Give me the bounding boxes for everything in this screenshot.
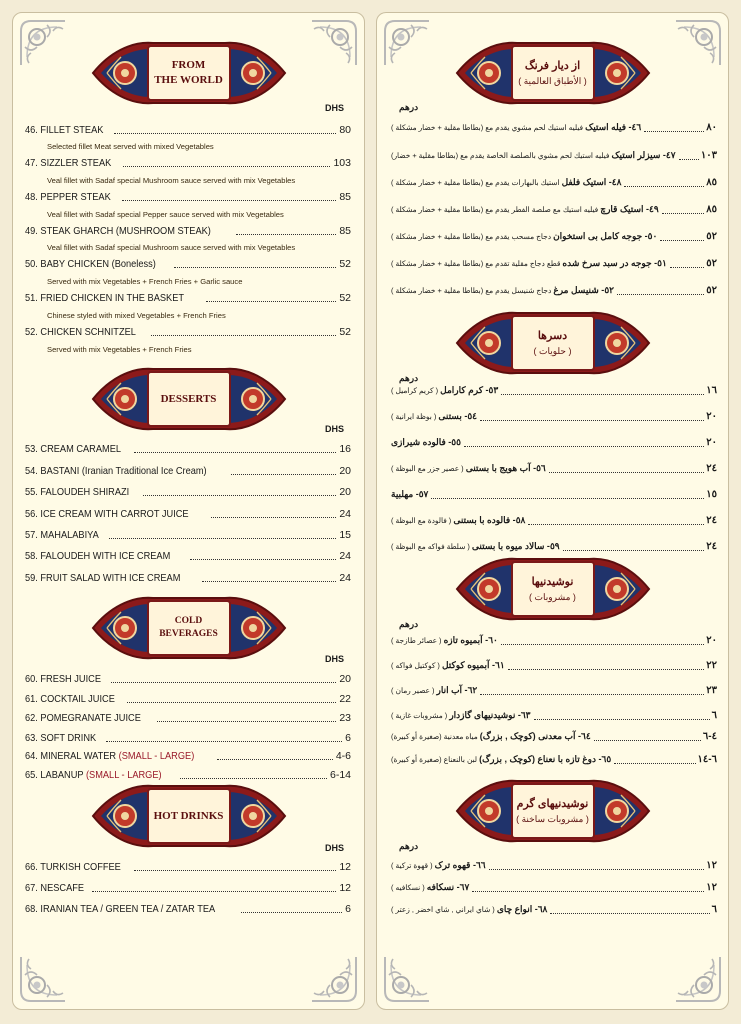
- item-price: ٨٠: [706, 122, 717, 133]
- section-banner-desserts-ar: [455, 309, 651, 377]
- item-name: ٥٠- جوجه کامل بی استخوان دجاج مسحب يقدم مع (بطاطا مقلية + خضار مشكلة ): [391, 231, 658, 241]
- menu-item: [391, 658, 717, 672]
- menu-item: [391, 256, 717, 270]
- item-description: فيليه استيك لحم مشوي يقدم مع (بطاطا مقلية + خضار مشكلة ): [391, 123, 586, 132]
- item-price: 52: [339, 326, 351, 338]
- item-name: 65. LABANUP (SMALL - LARGE): [25, 769, 162, 781]
- ornament-corner-icon: [308, 953, 360, 1005]
- menu-item: [391, 383, 717, 397]
- item-price: 20: [339, 486, 351, 498]
- section-banner-from-the-world: [91, 39, 287, 107]
- menu-item: [391, 229, 717, 243]
- currency-label: DHS: [324, 103, 344, 113]
- menu-item: [391, 283, 717, 297]
- menu-item: [391, 435, 717, 449]
- item-price: 4-6: [335, 750, 351, 762]
- menu-item: [25, 290, 351, 304]
- item-price: 52: [339, 292, 351, 304]
- item-name: ٦٣- نوشیدنیهای گازدار ( مشروبات غازية ): [391, 710, 531, 720]
- item-name: 47. SIZZLER STEAK: [25, 157, 112, 169]
- section-title: از دیار فرنگ: [524, 60, 581, 73]
- item-price: 6: [345, 903, 351, 915]
- item-price: ١٢: [706, 882, 717, 893]
- item-price: 6: [345, 732, 351, 744]
- item-name: ٦٥- دوغ تازه با نعناع (کوچک , بزرگ) لبن بالنعناع (صغيرة أو كبيرة): [391, 754, 612, 764]
- section-banner-hot-drinks-ar: [455, 777, 651, 845]
- item-description: ( قهوة تركية ): [391, 861, 435, 870]
- section-banner-desserts: [91, 365, 287, 433]
- item-price: ٢٤: [706, 515, 717, 526]
- item-name: 58. FALOUDEH WITH ICE CREAM: [25, 550, 171, 562]
- item-name: ٥٤- بستنی ( بوظة ايرانية ): [391, 411, 477, 421]
- item-description: ( سلطة فواكه مع البوظة ): [391, 542, 472, 551]
- item-price: 85: [339, 225, 351, 237]
- item-name: 68. IRANIAN TEA / GREEN TEA / ZATAR TEA: [25, 903, 216, 915]
- item-name: ٦٨- انواع چای ( شاي ايراني , شاي اخضر , زعتر ): [391, 904, 548, 914]
- item-name: ٦٠- آبمیوه تازه ( عصائر طازجة ): [391, 635, 498, 645]
- section-banner-hot-drinks: [91, 782, 287, 850]
- section-subtitle: ( الأطباق العالمية ): [518, 75, 587, 86]
- arabic-menu-page: [376, 12, 729, 1010]
- item-name: 46. FILLET STEAK: [25, 124, 104, 136]
- currency-label: درهم: [399, 841, 419, 851]
- item-name: 66. TURKISH COFFEE: [25, 861, 121, 873]
- item-name: ٦٦- قهوه ترک ( قهوة تركية ): [391, 860, 486, 870]
- ornament-corner-icon: [381, 953, 433, 1005]
- item-price: 22: [339, 693, 351, 705]
- item-name: 49. STEAK GHARCH (MUSHROOM STEAK): [25, 225, 211, 237]
- item-price: 6-14: [329, 769, 351, 781]
- item-price: 103: [333, 157, 351, 169]
- menu-item: [25, 527, 351, 541]
- item-description: دجاج مسحب يقدم مع (بطاطا مقلية + خضار مشكلة ): [391, 232, 554, 241]
- item-name: 54. BASTANI (Iranian Traditional Ice Cream): [25, 465, 207, 477]
- section-title: دسرها: [537, 330, 568, 343]
- menu-item: [391, 202, 717, 216]
- item-name: 60. FRESH JUICE: [25, 673, 101, 685]
- item-name: 63. SOFT DRINK: [25, 732, 97, 744]
- item-name: 55. FALOUDEH SHIRAZI: [25, 486, 130, 498]
- menu-item: [391, 708, 717, 722]
- item-price: ٢٠: [706, 411, 717, 422]
- menu-item: [25, 441, 351, 455]
- item-description: ( فالودة مع البوظة ): [391, 516, 454, 525]
- currency-label: درهم: [399, 373, 419, 383]
- item-price: 12: [339, 882, 351, 894]
- section-title: DESSERTS: [160, 392, 217, 405]
- item-price: ٥٢: [706, 285, 717, 296]
- item-price: ١٢: [706, 860, 717, 871]
- menu-item: [25, 122, 351, 136]
- item-description: ( عصائر طازجة ): [391, 636, 444, 645]
- menu-item: [25, 223, 351, 237]
- ornament-corner-icon: [308, 17, 360, 69]
- menu-item: [391, 409, 717, 423]
- item-name: 52. CHICKEN SCHNITZEL: [25, 326, 136, 338]
- menu-item: [391, 539, 717, 553]
- item-description: دجاج شنيسل يقدم مع (بطاطا مقلية + خضار مشكلة ): [391, 286, 554, 295]
- section-title: THE WORLD: [154, 74, 223, 86]
- section-subtitle: ( مشروبات ساخنة ): [516, 813, 589, 824]
- item-name: 59. FRUIT SALAD WITH ICE CREAM: [25, 572, 181, 584]
- item-description: Veal fillet with Sadaf special Mushroom sauce served with mix Vegetables: [47, 176, 296, 185]
- item-description: استيك بالبهارات يقدم مع (بطاطا مقلية + خضار مشكلة ): [391, 178, 562, 187]
- item-name: 53. CREAM CARAMEL: [25, 443, 122, 455]
- menu-item: [391, 513, 717, 527]
- item-name: ٤٧- سیزلر استیک فيليه استيك لحم مشوي بالصلصة الخاصة يقدم مع (بطاطا مقلية + خضار): [391, 150, 676, 160]
- item-price: 24: [339, 508, 351, 520]
- item-price: 12: [339, 861, 351, 873]
- item-name: ٥٨- فالوده با بستنی ( فالودة مع البوظة ): [391, 515, 526, 525]
- item-price: ٨٥: [706, 204, 717, 215]
- size-options: (SMALL - LARGE): [116, 750, 195, 762]
- item-description: Served with mix Vegetables + French Fries + Garlic sauce: [47, 277, 243, 286]
- item-description: Veal fillet with Sadaf special Mushroom sauce served with mix Vegetables: [47, 243, 296, 252]
- currency-label: DHS: [324, 843, 344, 853]
- section-title: HOT DRINKS: [153, 809, 224, 822]
- ornament-corner-icon: [672, 17, 724, 69]
- section-title: FROM: [171, 59, 206, 72]
- item-price: 20: [339, 673, 351, 685]
- section-banner-beverages-ar: [455, 555, 651, 623]
- item-name: ٥٥- فالوده شیرازی: [391, 437, 461, 447]
- item-name: ٤٦- فیله استیک فيليه استيك لحم مشوي يقدم مع (بطاطا مقلية + خضار مشكلة ): [391, 122, 642, 132]
- english-menu-page: [12, 12, 365, 1010]
- item-price: ٥٢: [706, 231, 717, 242]
- menu-item: [25, 730, 351, 744]
- item-name: 61. COCKTAIL JUICE: [25, 693, 115, 705]
- item-price: ٢٢: [706, 660, 717, 671]
- item-name: ٦٢- آب انار ( عصير رمان ): [391, 685, 478, 695]
- item-description: ( عصير رمان ): [391, 686, 437, 695]
- item-price: ٢٠: [706, 635, 717, 646]
- item-name: ٥٩- سالاد میوه با بستنی ( سلطة فواكه مع البوظة ): [391, 541, 560, 551]
- item-price: ٨٥: [706, 177, 717, 188]
- currency-label: DHS: [324, 424, 344, 434]
- menu-item: [391, 752, 717, 766]
- menu-item: [25, 324, 351, 338]
- item-name: 57. MAHALABIYA: [25, 529, 99, 541]
- menu-item: [25, 671, 351, 685]
- item-price: ٦-١٤: [697, 754, 717, 765]
- item-description: ( كريم كراميل ): [391, 386, 441, 395]
- item-name: 62. POMEGRANATE JUICE: [25, 712, 141, 724]
- size-options: (SMALL - LARGE): [83, 769, 162, 781]
- item-name: ٥٧- مهلبية: [391, 489, 429, 499]
- item-name: 56. ICE CREAM WITH CARROT JUICE: [25, 508, 189, 520]
- menu-item: [391, 120, 717, 134]
- item-description: قطع دجاج مقلية تقدم مع (بطاطا مقلية + خضار مشكلة ): [391, 259, 563, 268]
- currency-label: درهم: [399, 619, 419, 629]
- item-price: 24: [339, 550, 351, 562]
- item-price: 52: [339, 258, 351, 270]
- item-price: 24: [339, 572, 351, 584]
- item-price: ٥٢: [706, 258, 717, 269]
- item-description: Served with mix Vegetables + French Fries: [47, 345, 192, 354]
- item-price: ٦: [711, 710, 717, 721]
- section-banner-world-ar: [455, 39, 651, 107]
- ornament-corner-icon: [672, 953, 724, 1005]
- menu-item: [25, 256, 351, 270]
- item-price: ١٥: [706, 489, 717, 500]
- item-price: ٦: [711, 904, 717, 915]
- menu-item: [391, 880, 717, 894]
- item-name: ٤٨- استیک فلفل استيك بالبهارات يقدم مع (بطاطا مقلية + خضار مشكلة ): [391, 177, 622, 187]
- menu-item: [25, 463, 351, 477]
- menu-item: [25, 155, 351, 169]
- item-description: ( بوظة ايرانية ): [391, 412, 439, 421]
- item-name: ٥٦- آب هویج با بستنی ( عصير جزر مع البوظة ): [391, 463, 546, 473]
- menu-item: [391, 633, 717, 647]
- menu-item: [25, 748, 351, 762]
- item-price: 15: [339, 529, 351, 541]
- item-price: 23: [339, 712, 351, 724]
- section-title: نوشیدنیها: [531, 576, 574, 589]
- item-name: 51. FRIED CHICKEN IN THE BASKET: [25, 292, 185, 304]
- menu-item: [391, 461, 717, 475]
- item-description: ( شاي ايراني , شاي اخضر , زعتر ): [391, 905, 497, 914]
- item-name: ٦١- آبمیوه کوکتل ( كوكتيل فواكه ): [391, 660, 505, 670]
- item-price: ٢٣: [706, 685, 717, 696]
- item-name: 50. BABY CHICKEN (Boneless): [25, 258, 156, 270]
- menu-item: [391, 175, 717, 189]
- menu-item: [391, 858, 717, 872]
- menu-item: [25, 484, 351, 498]
- section-title: COLD BEVERAGES: [159, 616, 218, 639]
- menu-item: [25, 880, 351, 894]
- menu-item: [391, 148, 717, 162]
- item-price: 80: [339, 124, 351, 136]
- section-subtitle: ( حلويات ): [533, 345, 572, 356]
- item-price: ١٠٣: [700, 150, 717, 161]
- item-name: 67. NESCAFE: [25, 882, 85, 894]
- menu-item: [25, 189, 351, 203]
- section-title: نوشیدنیهای گرم: [516, 798, 589, 811]
- item-description: ( مشروبات غازية ): [391, 711, 450, 720]
- currency-label: DHS: [324, 654, 344, 664]
- ornament-corner-icon: [381, 17, 433, 69]
- menu-item: [25, 710, 351, 724]
- menu-item: [25, 506, 351, 520]
- item-name: ٥١- جوجه در سبد سرخ شده قطع دجاج مقلية تقدم مع (بطاطا مقلية + خضار مشكلة ): [391, 258, 667, 268]
- menu-item: [25, 548, 351, 562]
- menu-item: [391, 487, 717, 501]
- item-description: ( نسكافيه ): [391, 883, 427, 892]
- item-name: 48. PEPPER STEAK: [25, 191, 111, 203]
- item-price: ١٦: [706, 385, 717, 396]
- item-price: 16: [339, 443, 351, 455]
- item-name: ٤٩- استیک قارچ فيليه استيك مع صلصة الفطر يقدم مع (بطاطا مقلية + خضار مشكلة ): [391, 204, 659, 214]
- item-name: ٦٤- آب معدنی (کوچک , بزرگ) مياه معدنية (صغيرة أو كبيرة): [391, 731, 591, 741]
- menu-item: [25, 859, 351, 873]
- ornament-corner-icon: [17, 953, 69, 1005]
- menu-item: [25, 570, 351, 584]
- item-name: ٥٢- شنیسل مرغ دجاج شنيسل يقدم مع (بطاطا مقلية + خضار مشكلة ): [391, 285, 614, 295]
- item-price: ٢٠: [706, 437, 717, 448]
- item-description: مياه معدنية (صغيرة أو كبيرة): [391, 732, 480, 741]
- item-description: Chinese styled with mixed Vegetables + French Fries: [47, 311, 226, 320]
- item-description: ( كوكتيل فواكه ): [391, 661, 442, 670]
- menu-item: [25, 901, 351, 915]
- item-price: 20: [339, 465, 351, 477]
- item-description: فيليه استيك لحم مشوي بالصلصة الخاصة يقدم مع (بطاطا مقلية + خضار): [391, 151, 612, 160]
- item-price: 85: [339, 191, 351, 203]
- item-name: 64. MINERAL WATER (SMALL - LARGE): [25, 750, 195, 762]
- menu-item: [25, 767, 351, 781]
- item-price: ٢٤: [706, 463, 717, 474]
- menu-item: [391, 729, 717, 743]
- ornament-corner-icon: [17, 17, 69, 69]
- item-description: Selected fillet Meat served with mixed Vegetables: [47, 142, 214, 151]
- item-description: فيليه استيك مع صلصة الفطر يقدم مع (بطاطا مقلية + خضار مشكلة ): [391, 205, 601, 214]
- item-name: ٥٣- کرم کارامل ( كريم كراميل ): [391, 385, 499, 395]
- item-description: Veal fillet with Sadaf special Pepper sauce served with mix Vegetables: [47, 210, 284, 219]
- item-name: ٦٧- نسکافه ( نسكافيه ): [391, 882, 470, 892]
- item-price: ٢٤: [706, 541, 717, 552]
- menu-item: [25, 691, 351, 705]
- item-description: ( عصير جزر مع البوظة ): [391, 464, 466, 473]
- item-description: لبن بالنعناع (صغيرة أو كبيرة): [391, 755, 480, 764]
- section-banner-cold-beverages: [91, 594, 287, 662]
- item-price: ٤-٦: [702, 731, 717, 742]
- menu-item: [391, 683, 717, 697]
- currency-label: درهم: [399, 102, 419, 112]
- section-subtitle: ( مشروبات ): [529, 591, 576, 602]
- menu-item: [391, 902, 717, 916]
